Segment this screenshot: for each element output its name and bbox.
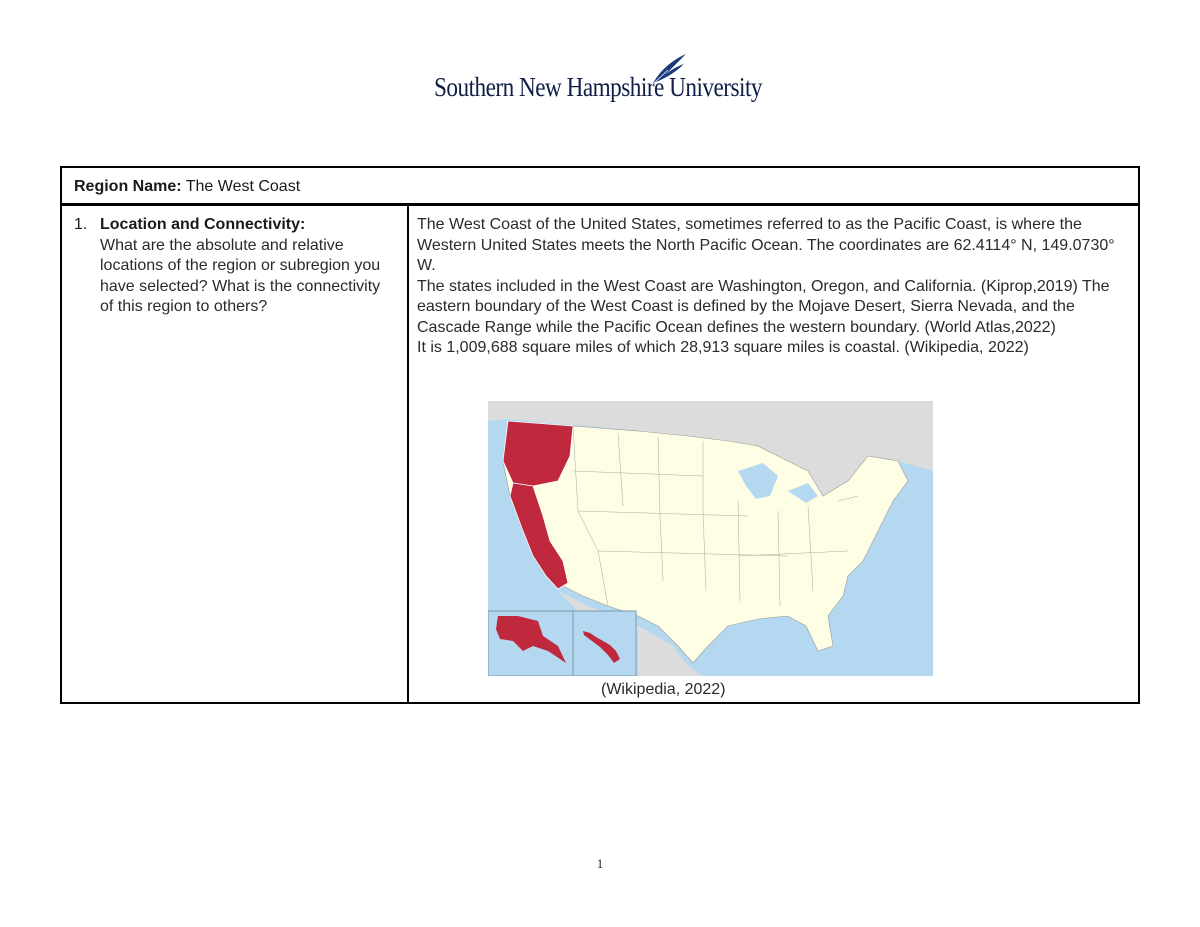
page-number: 1 xyxy=(596,856,604,871)
question-body xyxy=(100,215,397,318)
answer-cell xyxy=(409,206,1138,702)
map-caption: (Wikipedia, 2022) xyxy=(601,681,726,698)
question-cell xyxy=(62,206,409,702)
logo-text: Southern New Hampshire University xyxy=(434,72,762,102)
region-name-label: Region Name: xyxy=(74,178,182,195)
question-title: Location and Connectivity: xyxy=(100,216,306,233)
question-number: 1. xyxy=(74,216,88,233)
west-coast-map xyxy=(488,401,933,676)
feather-icon xyxy=(648,52,688,86)
question-text: What are the absolute and relative locations of the region or subregion you have selected? What is the connectivity of this region to others? xyxy=(100,236,381,315)
answer-paragraph: The West Coast of the United States, sometimes referred to as the Pacific Coast, is where the Western United States meets the North Pacific Ocean. The coordinates are 62.4114° N, 149.0730° W. xyxy=(417,216,1115,274)
region-name-value: The West Coast xyxy=(185,178,301,195)
question-item xyxy=(74,215,397,318)
university-logo xyxy=(434,52,774,108)
region-name-row xyxy=(62,168,1138,206)
answer-paragraph: It is 1,009,688 square miles of which 28,913 square miles is coastal. (Wikipedia, 2022) xyxy=(417,339,1029,356)
answer-paragraph: The states included in the West Coast are Washington, Oregon, and California. (Kiprop,2019) The eastern boundary of the West Coast is defined by the Mojave Desert, Sierra Nevada, and the Cascade Range while the Pacific Ocean defines the western boundary. (World Atlas,2022) xyxy=(417,277,1110,336)
region-table xyxy=(60,166,1140,704)
